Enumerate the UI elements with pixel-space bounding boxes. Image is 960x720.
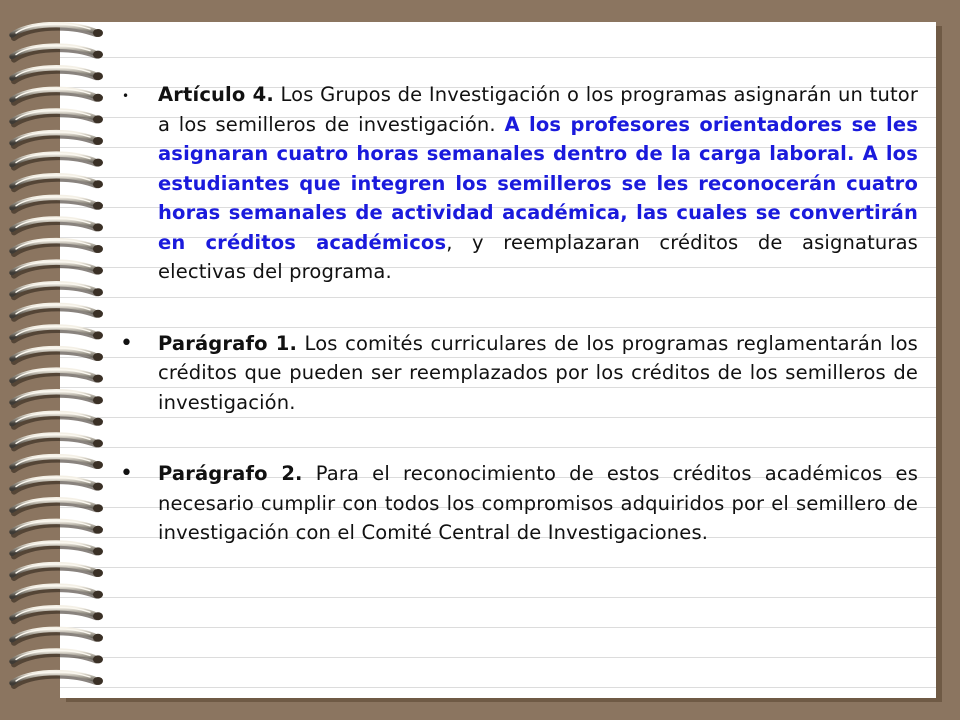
spiral-ring-icon xyxy=(12,326,103,340)
bullet-icon: • xyxy=(120,330,134,356)
spiral-ring-icon xyxy=(12,521,103,535)
spiral-ring-icon xyxy=(12,67,103,81)
spiral-ring-icon xyxy=(12,586,103,600)
bullet-icon: • xyxy=(120,461,134,486)
spiral-ring-icon xyxy=(12,218,103,232)
spiral-ring-icon xyxy=(12,413,103,427)
spiral-ring-icon xyxy=(12,175,103,189)
paragrafo-1-text: Los comités curriculares de los programas reglamentarán los créditos que pueden ser reemplazados por los créditos de los semilleros de investigación. xyxy=(158,331,918,414)
paragrafo-1-heading: Parágrafo 1. xyxy=(158,331,298,355)
spiral-ring-icon xyxy=(12,650,103,664)
spiral-ring-icon xyxy=(12,672,103,686)
spiral-ring-icon xyxy=(12,24,103,38)
spiral-ring-icon xyxy=(12,542,103,556)
paragrafo-2-heading: Parágrafo 2. xyxy=(158,462,303,485)
spiral-ring-icon xyxy=(12,46,103,60)
spiral-ring-icon xyxy=(12,110,103,124)
spiral-ring-icon xyxy=(12,434,103,448)
spiral-ring-icon xyxy=(12,370,103,384)
bullet-icon: • xyxy=(122,89,130,103)
spiral-ring-icon xyxy=(12,629,103,643)
article-4-highlight: A los profesores orientadores se les asignaran cuatro horas semanales dentro de la carga laboral. A los estudiantes que integren los semilleros se les reconocerán cuatro horas semanales de actividad académica, las cuales se convertirán en créditos académicos xyxy=(158,112,918,254)
spiral-ring-icon xyxy=(12,348,103,362)
spiral-ring-icon xyxy=(12,391,103,405)
spiral-binding-icon xyxy=(0,22,120,698)
spiral-ring-icon xyxy=(12,478,103,492)
spiral-ring-icon xyxy=(12,154,103,168)
spiral-ring-icon xyxy=(12,132,103,146)
article-4-heading: Artículo 4. xyxy=(158,83,274,106)
document-body xyxy=(118,80,918,548)
article-4-text-2: , y reemplazaran créditos de asignaturas electivas del programa. xyxy=(158,230,918,283)
spiral-ring-icon xyxy=(12,262,103,276)
spiral-ring-icon xyxy=(12,456,103,470)
spiral-ring-icon xyxy=(12,564,103,578)
article-4-paragraph xyxy=(118,80,918,287)
spiral-ring-icon xyxy=(12,499,103,513)
spiral-ring-icon xyxy=(12,305,103,319)
article-4-text-1: Los Grupos de Investigación o los programas asignarán un tutor a los semilleros de investigación. xyxy=(158,83,919,136)
spiral-ring-icon xyxy=(12,197,103,211)
spiral-ring-icon xyxy=(12,283,103,297)
paragrafo-1-paragraph xyxy=(118,329,918,418)
spiral-ring-icon xyxy=(12,89,103,103)
paragrafo-2-paragraph xyxy=(118,459,918,548)
spiral-ring-icon xyxy=(12,240,103,254)
spiral-ring-icon xyxy=(12,607,103,621)
paragrafo-2-text: Para el reconocimiento de estos créditos académicos es necesario cumplir con todos los compromisos adquiridos por el semillero de investigación con el Comité Central de Investigaciones. xyxy=(158,462,919,544)
